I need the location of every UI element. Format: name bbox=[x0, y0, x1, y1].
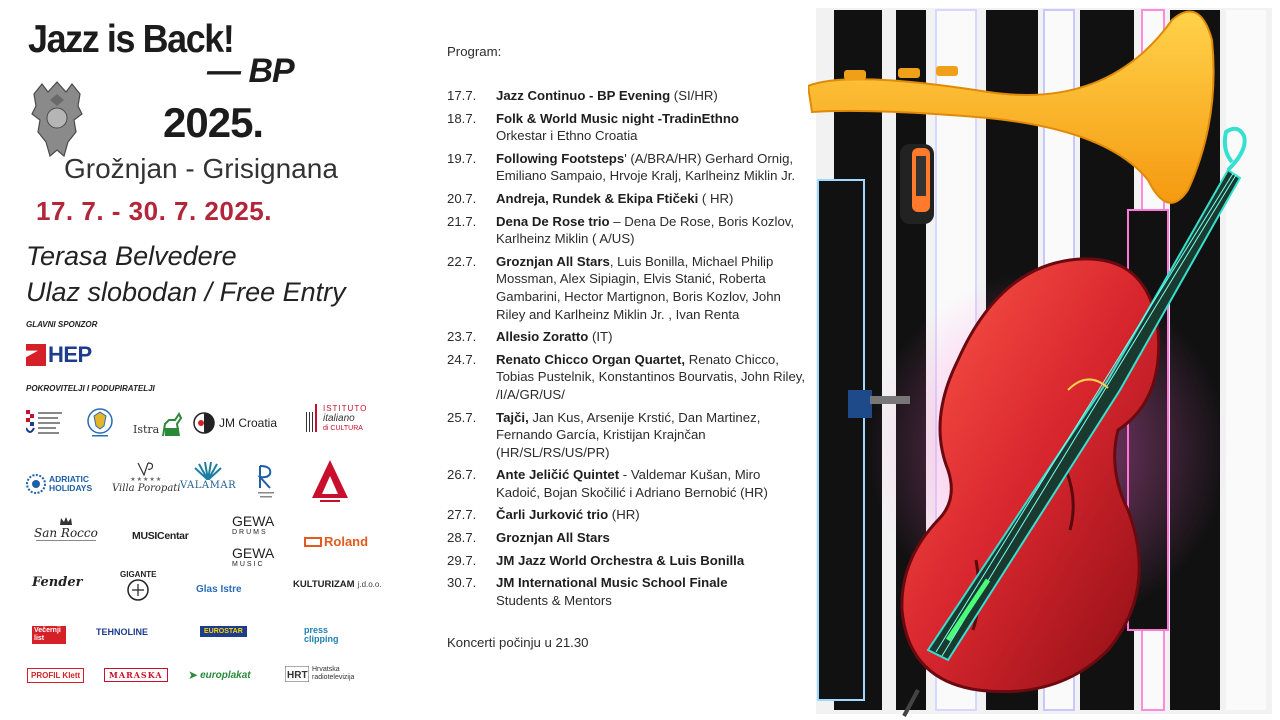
program-entry-title: Groznjan All Stars bbox=[496, 253, 610, 269]
europlakat-text: europlakat bbox=[200, 669, 251, 681]
hrt-line-2: radiotelevizija bbox=[312, 674, 355, 681]
eurostar-logo bbox=[200, 626, 247, 637]
program-entry bbox=[447, 253, 807, 323]
program-entry bbox=[447, 110, 807, 145]
san-rocco-logo bbox=[34, 516, 98, 548]
program-entry-details: Renato Chicco, Tobias Pustelnik, Konstantinos Bourvatis, John Riley, /I/A/GR/US/ bbox=[496, 351, 806, 402]
program-entry-details: ' (A/BRA/HR) Gerhard Ornig, Emiliano Sampaio, Hrvoje Kralj, Karlheinz Miklin Jr. bbox=[496, 150, 796, 184]
program-entry-text bbox=[496, 351, 807, 404]
entry-info: Ulaz slobodan / Free Entry bbox=[26, 277, 346, 307]
program-entry-details: Orkestar i Ethno Croatia bbox=[496, 128, 638, 144]
program-entry bbox=[447, 552, 807, 570]
jm-croatia-logo bbox=[193, 412, 277, 434]
program-entry-date: 21.7. bbox=[447, 213, 477, 229]
villa-monogram-icon bbox=[136, 462, 156, 476]
program-entry-title: Ante Jeličić Quintet bbox=[496, 467, 620, 483]
gewa-drums-sub: DRUMS bbox=[232, 529, 268, 536]
groznjan-logo bbox=[86, 408, 114, 438]
maraska-logo bbox=[104, 668, 168, 682]
jm-croatia-icon bbox=[193, 412, 215, 434]
program-entry-date: 17.7. bbox=[447, 88, 477, 103]
program-entry-date: 22.7. bbox=[447, 253, 477, 269]
program-entry bbox=[447, 87, 807, 105]
program-entry bbox=[447, 529, 807, 547]
gigante-badge-icon bbox=[124, 579, 152, 601]
profil-klett-logo bbox=[27, 668, 84, 683]
program-entry-date: 24.7. bbox=[447, 351, 477, 367]
program-entry bbox=[447, 150, 807, 185]
program-entry-title: Tajči, bbox=[496, 409, 529, 425]
program-entry-text bbox=[496, 190, 807, 208]
vecernji-list-logo bbox=[32, 626, 66, 644]
gewa-music-logo bbox=[232, 545, 275, 570]
program-list bbox=[447, 44, 807, 650]
adriatic-line-1: ADRIATIC bbox=[49, 474, 89, 484]
program-entry-text bbox=[496, 213, 807, 248]
program-entry-text bbox=[496, 506, 807, 524]
program-entry-title: Following Footsteps bbox=[496, 150, 625, 166]
program-entry-text bbox=[496, 529, 807, 547]
jm-croatia-logo-text: JM Croatia bbox=[219, 416, 278, 430]
r-monogram-icon bbox=[256, 464, 276, 500]
program-entry-date: 23.7. bbox=[447, 329, 477, 345]
hep-mark-icon bbox=[26, 344, 46, 366]
press-clipping-text: press clipping bbox=[304, 625, 339, 644]
istra-logo bbox=[133, 410, 185, 438]
istituto-barcode-icon bbox=[305, 404, 321, 434]
glas-istre-logo bbox=[196, 584, 242, 595]
program-entry-details: – Dena De Rose, Boris Kozlov, Karlheinz Miklin ( A/US) bbox=[496, 213, 795, 247]
program-entry-title: Groznjan All Stars bbox=[496, 530, 610, 546]
fender-logo bbox=[32, 575, 82, 590]
hrt-mark-icon bbox=[285, 666, 309, 682]
town-crest-icon bbox=[28, 80, 86, 160]
program-entry bbox=[447, 213, 807, 248]
art-hill-triangle-icon bbox=[310, 458, 350, 504]
gigante-text: GIGANTE bbox=[120, 570, 157, 579]
r-hotel-logo bbox=[256, 464, 276, 500]
program-entry-details: Students & Mentors bbox=[496, 592, 612, 608]
festival-dates: 17. 7. - 30. 7. 2025. bbox=[36, 196, 272, 226]
villa-poropati-logo: ★★★★★ Villa Poropati bbox=[112, 462, 181, 494]
hrt-line-1: Hrvatska bbox=[312, 666, 340, 673]
partners-heading: POKROVITELJI I PODUPIRATELJI bbox=[26, 384, 155, 393]
program-entry-title: Folk & World Music night -TradinEthno bbox=[496, 110, 739, 126]
istra-goat-icon bbox=[159, 410, 185, 438]
program-entry-date: 19.7. bbox=[447, 150, 477, 166]
kulturizam-sub: j.d.o.o. bbox=[357, 580, 382, 589]
poster-title-suffix: — BP bbox=[207, 52, 294, 90]
program-heading: Program: bbox=[447, 44, 502, 59]
tehnoline-text: TEHNOLINE bbox=[96, 627, 149, 637]
roland-logo bbox=[304, 534, 368, 549]
vecernji-list-text: Večernji list bbox=[32, 626, 66, 644]
poster-title: Jazz is Back! bbox=[28, 18, 234, 61]
program-entry-date: 18.7. bbox=[447, 110, 477, 126]
kulturizam-logo bbox=[293, 579, 382, 590]
venue-name: Terasa Belvedere bbox=[26, 241, 237, 271]
program-entry-date: 26.7. bbox=[447, 467, 477, 483]
hrt-logo bbox=[285, 666, 354, 682]
program-entry-text bbox=[496, 87, 807, 105]
gewa-music-text: GEWA bbox=[232, 545, 275, 561]
adriatic-line-2: HOLIDAYS bbox=[49, 483, 93, 493]
profil-klett-text: PROFIL Klett bbox=[27, 668, 84, 683]
istituto-line-3: di CULTURA bbox=[323, 425, 363, 432]
valamar-text: VALAMAR bbox=[180, 480, 237, 491]
program-entry-details: ( HR) bbox=[698, 190, 734, 206]
hep-logo-text: HEP bbox=[48, 342, 92, 367]
maraska-text: MARASKA bbox=[104, 668, 168, 682]
program-entries bbox=[447, 87, 807, 609]
program-entry bbox=[447, 328, 807, 346]
program-entry-text bbox=[496, 574, 807, 609]
program-entry-text bbox=[496, 328, 807, 346]
program-entry-title: JM Jazz World Orchestra & Luis Bonilla bbox=[496, 552, 745, 568]
adriatic-sun-icon bbox=[26, 474, 46, 494]
program-entry-text bbox=[496, 110, 807, 145]
istituto-line-2: italiano bbox=[323, 413, 355, 424]
program-entry bbox=[447, 506, 807, 524]
gewa-drums-logo bbox=[232, 513, 275, 538]
gewa-drums-text: GEWA bbox=[232, 513, 275, 529]
festival-town: Grožnjan - Grisignana bbox=[64, 153, 338, 184]
roland-text: Roland bbox=[324, 534, 369, 549]
san-rocco-text: San Rocco bbox=[34, 526, 98, 540]
gewa-music-sub: MUSIC bbox=[232, 561, 265, 568]
program-entry-title: Renato Chicco Organ Quartet, bbox=[496, 351, 686, 367]
program-entry-date: 28.7. bbox=[447, 530, 477, 546]
program-entry bbox=[447, 574, 807, 609]
kulturizam-text: KULTURIZAM bbox=[293, 579, 355, 590]
program-entry-date: 25.7. bbox=[447, 409, 477, 425]
press-clipping-logo bbox=[304, 626, 344, 644]
program-entry-text bbox=[496, 552, 807, 570]
program-entry-details: (IT) bbox=[588, 329, 613, 345]
program-entry-details: , Luis Bonilla, Michael Philip Mossman, Alex Sipiagin, Elvis Stanić, Roberta Gambarini, Hector Martignon, Boris Kozlov, John Riley and Karlheinz Miklin Jr. , Ivan Renta bbox=[496, 253, 781, 322]
istra-logo-text: Istra bbox=[133, 422, 160, 436]
guitar-pedal-icon bbox=[900, 144, 934, 224]
program-entry-text bbox=[496, 150, 807, 185]
san-rocco-crown-icon bbox=[59, 516, 73, 526]
fender-text: Fender bbox=[32, 575, 83, 590]
istria-county-logo bbox=[26, 410, 64, 438]
valamar-fan-icon bbox=[193, 462, 223, 480]
svg-text:HRT: HRT bbox=[287, 670, 308, 681]
program-entry-text bbox=[496, 409, 807, 462]
program-entry-details: - Valdemar Kušan, Miro Kadoić, Bojan Skočilić i Adriano Bernobić (HR) bbox=[496, 467, 768, 500]
program-entry-details: (HR) bbox=[608, 507, 640, 523]
program-entry-title: Čarli Jurković trio bbox=[496, 507, 609, 523]
europlakat-arrow-icon: ➤ bbox=[188, 668, 199, 682]
festival-venue bbox=[26, 238, 346, 310]
program-entry-title: Andreja, Rundek & Ekipa Ftičeki bbox=[496, 190, 699, 206]
art-hill-logo bbox=[310, 458, 350, 504]
music-centar-text: MUSICentar bbox=[132, 530, 189, 542]
hep-logo bbox=[26, 342, 92, 368]
istituto-line-1: ISTITUTO bbox=[323, 404, 368, 413]
glas-istre-text: Glas Istre bbox=[196, 584, 242, 595]
program-entry bbox=[447, 466, 807, 501]
festival-year: 2025. bbox=[163, 99, 264, 146]
program-entry bbox=[447, 190, 807, 208]
program-entry-text bbox=[496, 253, 807, 323]
roland-mark-icon bbox=[304, 537, 322, 547]
program-entry-details: (SI/HR) bbox=[670, 88, 718, 103]
main-sponsor-heading: GLAVNI SPONZOR bbox=[26, 320, 98, 329]
adriatic-holidays-logo bbox=[26, 474, 92, 494]
istituto-italiano-logo bbox=[305, 404, 367, 434]
valamar-logo bbox=[180, 462, 236, 491]
program-entry-title: Dena De Rose trio bbox=[496, 213, 610, 229]
gigante-logo bbox=[120, 570, 156, 601]
program-entry-date: 29.7. bbox=[447, 552, 477, 568]
program-entry-title: Allesio Zoratto bbox=[496, 329, 589, 345]
eurostar-text: EUROSTAR bbox=[200, 626, 247, 637]
program-entry-text bbox=[496, 466, 807, 501]
program-entry-title: JM International Music School Finale bbox=[496, 575, 728, 591]
program-entry-details: Jan Kus, Arsenije Krstić, Dan Martinez, Fernando García, Kristijan Krajnčan (HR/SL/RS/US/PR) bbox=[496, 409, 761, 460]
groznjan-emblem-icon bbox=[86, 408, 114, 438]
poster-header bbox=[0, 0, 420, 720]
cello-trumpet-illustration bbox=[808, 0, 1280, 720]
villa-poropati-text: Villa Poropati bbox=[112, 483, 181, 494]
program-entry bbox=[447, 409, 807, 462]
europlakat-logo bbox=[188, 668, 251, 682]
istria-county-icon bbox=[26, 410, 64, 438]
music-centar-logo bbox=[132, 530, 189, 542]
program-entry-date: 30.7. bbox=[447, 575, 477, 591]
program-entry-date: 20.7. bbox=[447, 190, 477, 206]
program-entry-date: 27.7. bbox=[447, 507, 477, 523]
tehnoline-logo bbox=[96, 627, 148, 637]
program-entry bbox=[447, 351, 807, 404]
concert-start-note: Koncerti počinju u 21.30 bbox=[447, 635, 589, 651]
program-entry-title: Jazz Continuo - BP Evening bbox=[496, 88, 671, 103]
